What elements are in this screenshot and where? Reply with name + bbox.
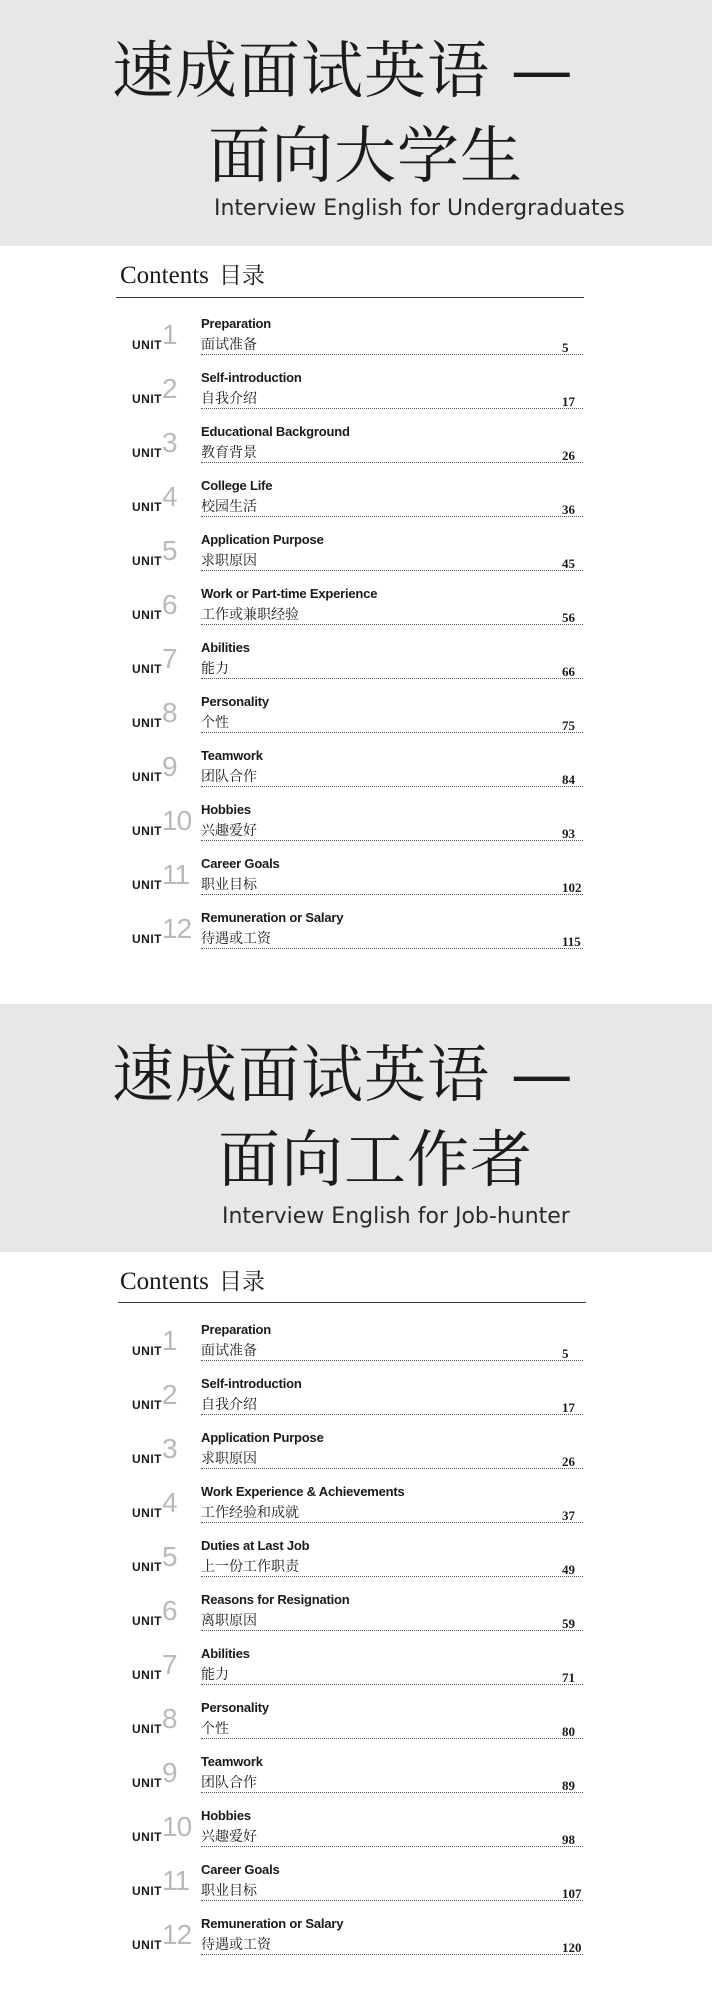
dotted-leader bbox=[201, 408, 583, 409]
unit-page-number: 120 bbox=[562, 1940, 582, 1955]
dotted-leader bbox=[201, 1738, 583, 1739]
unit-page-number: 107 bbox=[562, 1886, 582, 1901]
unit-title-en: Self-introduction bbox=[201, 370, 302, 385]
unit-title-en: Teamwork bbox=[201, 1754, 263, 1769]
unit-number: 11 bbox=[162, 1865, 190, 1896]
unit-title-en: Hobbies bbox=[201, 802, 251, 817]
dotted-leader bbox=[201, 840, 583, 841]
dotted-leader bbox=[201, 1630, 583, 1631]
contents-label: Contents bbox=[120, 262, 209, 289]
book-title-line2: 面向工作者 bbox=[218, 1123, 534, 1196]
toc-row[interactable] bbox=[0, 1430, 712, 1484]
contents-label-cn: 目录 bbox=[218, 1269, 265, 1295]
unit-title-cn: 自我介绍 bbox=[201, 1397, 257, 1413]
book-subtitle: Interview English for Undergraduates bbox=[214, 196, 625, 221]
unit-label: UNIT bbox=[132, 716, 162, 730]
unit-number: 2 bbox=[162, 1379, 177, 1410]
dotted-leader bbox=[201, 1360, 583, 1361]
dotted-leader bbox=[201, 1900, 583, 1901]
unit-label: UNIT bbox=[132, 824, 162, 838]
unit-title-cn: 教育背景 bbox=[201, 445, 257, 461]
unit-title-cn: 面试准备 bbox=[201, 337, 257, 353]
dotted-leader bbox=[201, 1522, 583, 1523]
unit-label: UNIT bbox=[132, 878, 162, 892]
toc-section-job-hunter bbox=[0, 1004, 712, 2000]
toc-row[interactable] bbox=[0, 1484, 712, 1538]
unit-page-number: 26 bbox=[562, 1454, 575, 1469]
unit-title-en: Abilities bbox=[201, 1646, 250, 1661]
unit-title-cn: 团队合作 bbox=[201, 1775, 257, 1791]
toc-row[interactable] bbox=[0, 1538, 712, 1592]
unit-title-cn: 能力 bbox=[201, 1667, 229, 1683]
unit-number: 10 bbox=[162, 805, 192, 836]
contents-rule bbox=[116, 297, 584, 298]
unit-title-cn: 校园生活 bbox=[201, 499, 257, 515]
book-subtitle: Interview English for Job-hunter bbox=[222, 1204, 570, 1229]
contents-label: Contents bbox=[120, 1268, 209, 1295]
unit-page-number: 17 bbox=[562, 1400, 575, 1415]
unit-page-number: 80 bbox=[562, 1724, 575, 1739]
toc-row[interactable] bbox=[0, 748, 712, 802]
unit-page-number: 36 bbox=[562, 502, 575, 517]
unit-label: UNIT bbox=[132, 338, 162, 352]
unit-label: UNIT bbox=[132, 1398, 162, 1412]
unit-title-cn: 兴趣爱好 bbox=[201, 823, 257, 839]
unit-number: 4 bbox=[162, 481, 177, 512]
unit-number: 8 bbox=[162, 1703, 177, 1734]
unit-title-en: Educational Background bbox=[201, 424, 350, 439]
unit-page-number: 17 bbox=[562, 394, 575, 409]
unit-page-number: 5 bbox=[562, 1346, 569, 1361]
unit-label: UNIT bbox=[132, 662, 162, 676]
unit-number: 5 bbox=[162, 1541, 177, 1572]
unit-label: UNIT bbox=[132, 1614, 162, 1628]
unit-title-en: Application Purpose bbox=[201, 532, 324, 547]
unit-number: 3 bbox=[162, 427, 177, 458]
unit-number: 6 bbox=[162, 589, 177, 620]
unit-page-number: 26 bbox=[562, 448, 575, 463]
dotted-leader bbox=[201, 462, 583, 463]
dotted-leader bbox=[201, 1468, 583, 1469]
toc-row[interactable] bbox=[0, 802, 712, 856]
unit-title-en: Preparation bbox=[201, 316, 272, 331]
unit-page-number: 37 bbox=[562, 1508, 575, 1523]
dotted-leader bbox=[201, 1684, 583, 1685]
unit-number: 8 bbox=[162, 697, 177, 728]
unit-page-number: 5 bbox=[562, 340, 569, 355]
unit-label: UNIT bbox=[132, 1884, 162, 1898]
toc-row[interactable] bbox=[0, 1646, 712, 1700]
dotted-leader bbox=[201, 1576, 583, 1577]
unit-label: UNIT bbox=[132, 1776, 162, 1790]
unit-title-en: Preparation bbox=[201, 1322, 272, 1337]
unit-page-number: 89 bbox=[562, 1778, 575, 1793]
unit-number: 3 bbox=[162, 1433, 177, 1464]
unit-title-en: Teamwork bbox=[201, 748, 263, 763]
unit-number: 1 bbox=[162, 1325, 177, 1356]
toc-row[interactable] bbox=[0, 586, 712, 640]
unit-number: 1 bbox=[162, 319, 177, 350]
dotted-leader bbox=[201, 1792, 583, 1793]
unit-title-en: Remuneration or Salary bbox=[201, 1916, 344, 1931]
toc-row[interactable] bbox=[0, 478, 712, 532]
unit-number: 9 bbox=[162, 1757, 177, 1788]
toc-row[interactable] bbox=[0, 532, 712, 586]
toc-row[interactable] bbox=[0, 1376, 712, 1430]
dotted-leader bbox=[201, 570, 583, 571]
toc-row[interactable] bbox=[0, 1916, 712, 1970]
contents-label-cn: 目录 bbox=[218, 263, 265, 289]
unit-title-en: Duties at Last Job bbox=[201, 1538, 310, 1553]
toc-row[interactable] bbox=[0, 694, 712, 748]
unit-page-number: 59 bbox=[562, 1616, 575, 1631]
unit-page-number: 56 bbox=[562, 610, 575, 625]
unit-label: UNIT bbox=[132, 1452, 162, 1466]
dotted-leader bbox=[201, 894, 583, 895]
unit-title-cn: 兴趣爱好 bbox=[201, 1829, 257, 1845]
unit-label: UNIT bbox=[132, 554, 162, 568]
unit-title-cn: 团队合作 bbox=[201, 769, 257, 785]
dotted-leader bbox=[201, 624, 583, 625]
toc-row[interactable] bbox=[0, 1322, 712, 1376]
unit-title-en: College Life bbox=[201, 478, 273, 493]
unit-page-number: 93 bbox=[562, 826, 575, 841]
dotted-leader bbox=[201, 354, 583, 355]
contents-heading bbox=[120, 263, 265, 288]
dotted-leader bbox=[201, 516, 583, 517]
unit-title-en: Work Experience & Achievements bbox=[201, 1484, 405, 1499]
unit-page-number: 49 bbox=[562, 1562, 575, 1577]
unit-title-cn: 上一份工作职责 bbox=[201, 1559, 299, 1575]
dotted-leader bbox=[201, 732, 583, 733]
toc-row[interactable] bbox=[0, 910, 712, 964]
unit-label: UNIT bbox=[132, 770, 162, 784]
unit-title-cn: 职业目标 bbox=[201, 877, 257, 893]
unit-title-en: Hobbies bbox=[201, 1808, 251, 1823]
toc-row[interactable] bbox=[0, 640, 712, 694]
book-title-line2: 面向大学生 bbox=[208, 119, 524, 192]
unit-number: 12 bbox=[162, 913, 192, 944]
contents-heading bbox=[120, 1269, 265, 1294]
unit-page-number: 115 bbox=[562, 934, 581, 949]
unit-title-en: Personality bbox=[201, 1700, 269, 1715]
unit-label: UNIT bbox=[132, 1830, 162, 1844]
unit-page-number: 75 bbox=[562, 718, 575, 733]
unit-title-cn: 工作经验和成就 bbox=[201, 1505, 299, 1521]
toc-row[interactable] bbox=[0, 856, 712, 910]
unit-number: 5 bbox=[162, 535, 177, 566]
unit-number: 6 bbox=[162, 1595, 177, 1626]
unit-title-en: Career Goals bbox=[201, 856, 280, 871]
unit-number: 7 bbox=[162, 1649, 177, 1680]
contents-rule bbox=[118, 1302, 586, 1303]
unit-title-en: Application Purpose bbox=[201, 1430, 324, 1445]
unit-page-number: 66 bbox=[562, 664, 575, 679]
dotted-leader bbox=[201, 786, 583, 787]
toc-row[interactable] bbox=[0, 1808, 712, 1862]
unit-title-cn: 离职原因 bbox=[201, 1613, 257, 1629]
unit-number: 2 bbox=[162, 373, 177, 404]
toc-row[interactable] bbox=[0, 1862, 712, 1916]
toc-row[interactable] bbox=[0, 1700, 712, 1754]
unit-title-cn: 待遇或工资 bbox=[201, 931, 271, 947]
dotted-leader bbox=[201, 1954, 583, 1955]
unit-title-cn: 自我介绍 bbox=[201, 391, 257, 407]
unit-title-en: Reasons for Resignation bbox=[201, 1592, 350, 1607]
unit-title-cn: 求职原因 bbox=[201, 553, 257, 569]
unit-title-en: Career Goals bbox=[201, 1862, 280, 1877]
dotted-leader bbox=[201, 678, 583, 679]
unit-label: UNIT bbox=[132, 392, 162, 406]
unit-page-number: 45 bbox=[562, 556, 575, 571]
unit-title-en: Remuneration or Salary bbox=[201, 910, 344, 925]
unit-label: UNIT bbox=[132, 1560, 162, 1574]
unit-title-cn: 能力 bbox=[201, 661, 229, 677]
unit-label: UNIT bbox=[132, 932, 162, 946]
toc-row[interactable] bbox=[0, 1754, 712, 1808]
unit-number: 9 bbox=[162, 751, 177, 782]
unit-label: UNIT bbox=[132, 446, 162, 460]
unit-title-cn: 待遇或工资 bbox=[201, 1937, 271, 1953]
unit-label: UNIT bbox=[132, 1344, 162, 1358]
unit-number: 12 bbox=[162, 1919, 192, 1950]
dotted-leader bbox=[201, 1414, 583, 1415]
unit-label: UNIT bbox=[132, 1938, 162, 1952]
unit-title-cn: 求职原因 bbox=[201, 1451, 257, 1467]
toc-row[interactable] bbox=[0, 424, 712, 478]
unit-number: 10 bbox=[162, 1811, 192, 1842]
dotted-leader bbox=[201, 1846, 583, 1847]
unit-title-cn: 个性 bbox=[201, 715, 229, 731]
unit-title-cn: 工作或兼职经验 bbox=[201, 607, 299, 623]
toc-row[interactable] bbox=[0, 316, 712, 370]
unit-title-en: Work or Part-time Experience bbox=[201, 586, 378, 601]
unit-page-number: 98 bbox=[562, 1832, 575, 1847]
book-title-line1: 速成面试英语 — bbox=[112, 1038, 574, 1111]
unit-label: UNIT bbox=[132, 608, 162, 622]
unit-title-cn: 个性 bbox=[201, 1721, 229, 1737]
book-title-line1: 速成面试英语 — bbox=[112, 34, 574, 107]
unit-title-cn: 职业目标 bbox=[201, 1883, 257, 1899]
unit-page-number: 84 bbox=[562, 772, 575, 787]
unit-number: 4 bbox=[162, 1487, 177, 1518]
unit-label: UNIT bbox=[132, 1506, 162, 1520]
unit-number: 11 bbox=[162, 859, 190, 890]
unit-label: UNIT bbox=[132, 1668, 162, 1682]
unit-page-number: 71 bbox=[562, 1670, 575, 1685]
unit-label: UNIT bbox=[132, 500, 162, 514]
unit-number: 7 bbox=[162, 643, 177, 674]
unit-label: UNIT bbox=[132, 1722, 162, 1736]
unit-page-number: 102 bbox=[562, 880, 582, 895]
dotted-leader bbox=[201, 948, 583, 949]
unit-title-en: Abilities bbox=[201, 640, 250, 655]
toc-row[interactable] bbox=[0, 370, 712, 424]
toc-row[interactable] bbox=[0, 1592, 712, 1646]
unit-title-en: Personality bbox=[201, 694, 269, 709]
unit-title-en: Self-introduction bbox=[201, 1376, 302, 1391]
unit-title-cn: 面试准备 bbox=[201, 1343, 257, 1359]
